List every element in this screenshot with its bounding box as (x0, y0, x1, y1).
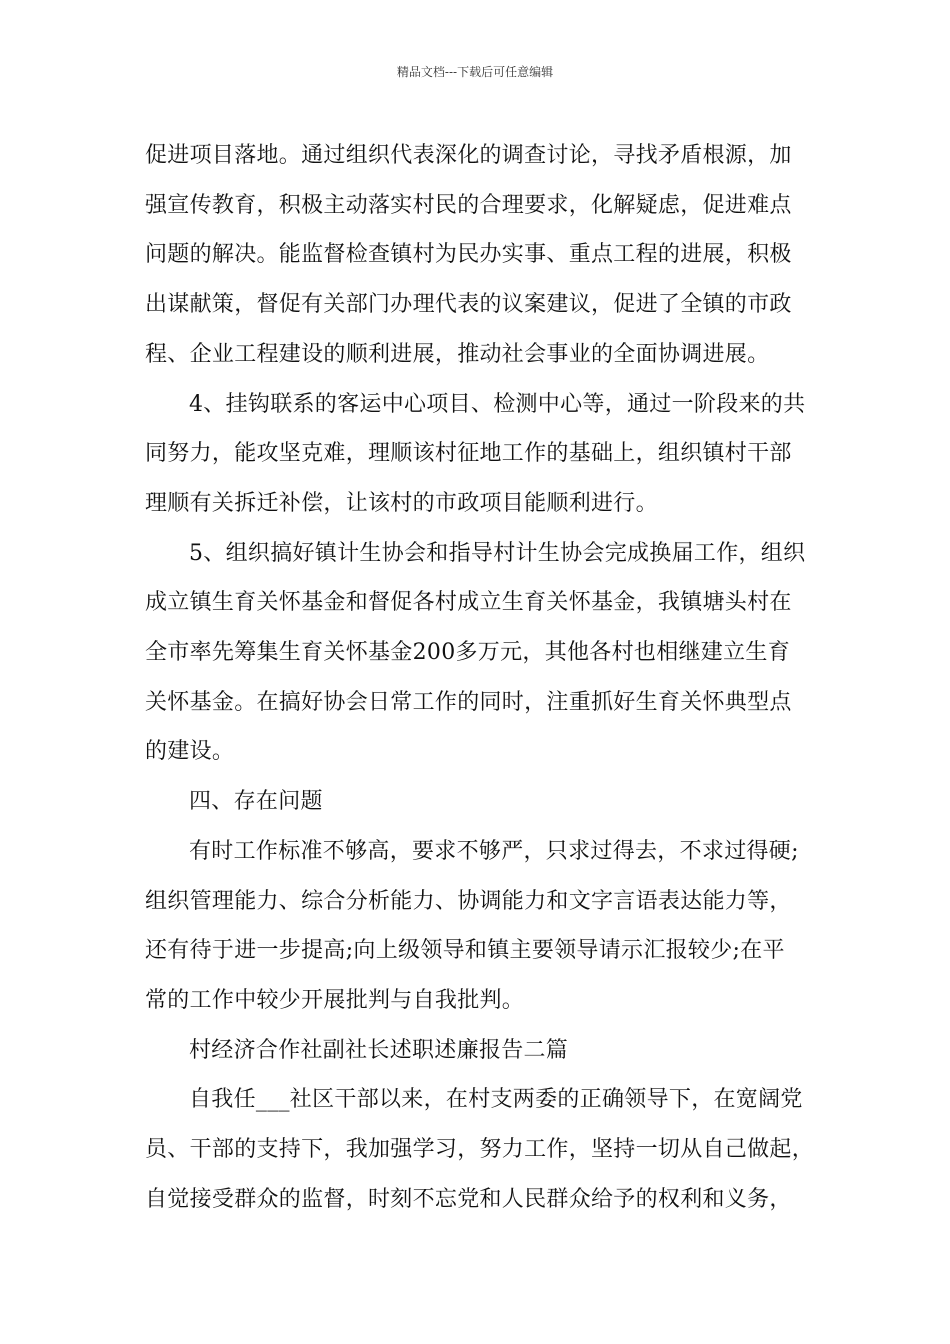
text-line: 理顺有关拆迁补偿，让该村的市政项目能顺利进行。 (145, 490, 658, 516)
text-line: 自我任___社区干部以来，在村支两委的正确领导下，在宽阔党 (189, 1087, 803, 1113)
text-line: 有时工作标准不够高，要求不够严，只求过得去，不求过得硬; (189, 838, 799, 864)
report-title (145, 1026, 823, 1076)
text-line: 问题的解决。能监督检查镇村为民办实事、重点工程的进展，积极 (145, 242, 792, 268)
page-header: 精品文档---下载后可任意编辑 (396, 65, 554, 79)
text-line: 四、存在问题 (189, 789, 323, 815)
paragraph-project-progress (145, 131, 823, 380)
text-line: 员、干部的支持下，我加强学习，努力工作，坚持一切从自己做起， (145, 1137, 815, 1163)
text-line: 全市率先筹集生育关怀基金200多万元，其他各村也相继建立生育 (145, 640, 790, 666)
text-line: 自觉接受群众的监督，时刻不忘党和人民群众给予的权利和义务， (145, 1186, 792, 1212)
document-body (145, 131, 823, 1224)
text-line: 成立镇生育关怀基金和督促各村成立生育关怀基金，我镇塘头村在 (145, 590, 792, 616)
text-line: 5、组织搞好镇计生协会和指导村计生协会完成换届工作，组织 (189, 540, 806, 566)
section-heading-problems (145, 777, 823, 827)
text-line: 常的工作中较少开展批判与自我批判。 (145, 987, 525, 1013)
paragraph-problems (145, 827, 823, 1026)
text-line: 还有待于进一步提高;向上级领导和镇主要领导请示汇报较少;在平 (145, 938, 785, 964)
text-line: 的建设。 (145, 739, 235, 765)
text-line: 出谋献策，督促有关部门办理代表的议案建议，促进了全镇的市政 (145, 292, 792, 318)
paragraph-item-5 (145, 529, 823, 778)
text-line: 组织管理能力、综合分析能力、协调能力和文字言语表达能力等， (145, 888, 792, 914)
text-line: 村经济合作社副社长述职述廉报告二篇 (189, 1037, 569, 1063)
text-line: 关怀基金。在搞好协会日常工作的同时，注重抓好生育关怀典型点 (145, 689, 792, 715)
paragraph-item-4 (145, 380, 823, 529)
text-line: 程、企业工程建设的顺利进展，推动社会事业的全面协调进展。 (145, 341, 770, 367)
paragraph-report-intro (145, 1075, 823, 1224)
text-line: 促进项目落地。通过组织代表深化的调查讨论，寻找矛盾根源，加 (145, 143, 792, 168)
text-line: 4、挂钩联系的客运中心项目、检测中心等，通过一阶段来的共 (189, 391, 806, 417)
text-line: 同努力，能攻坚克难，理顺该村征地工作的基础上，组织镇村干部 (145, 441, 792, 467)
text-line: 强宣传教育，积极主动落实村民的合理要求，化解疑虑，促进难点 (145, 192, 792, 218)
